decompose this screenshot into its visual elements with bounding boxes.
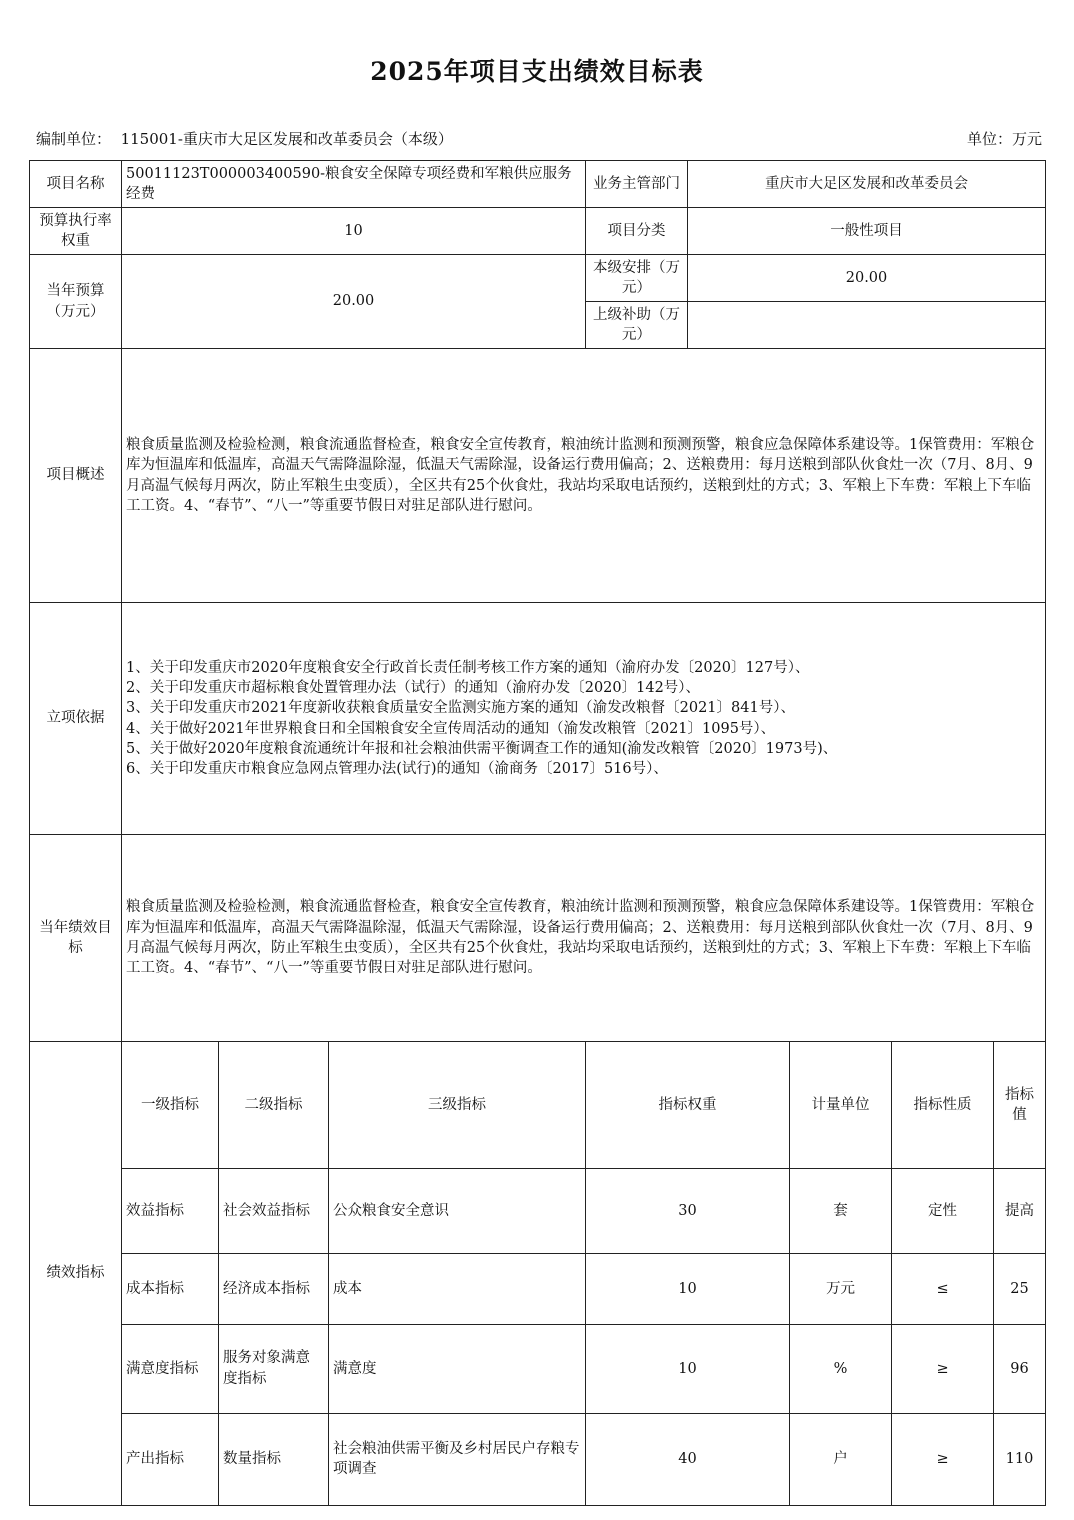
nature-cell: ≥ [892, 1324, 994, 1413]
weight-cell: 40 [586, 1413, 790, 1505]
overview-label: 项目概述 [30, 349, 122, 603]
weight-label: 预算执行率权重 [30, 208, 122, 255]
header-cell: 三级指标 [329, 1042, 586, 1169]
basis-text [122, 603, 1046, 835]
level3-cell: 公众粮食安全意识 [329, 1168, 586, 1253]
basis-label: 立项依据 [30, 603, 122, 835]
goal-text: 粮食质量监测及检验检测，粮食流通监督检查，粮食安全宣传教育，粮油统计监测和预测预警，粮食应急保障体系建设等。1保管费用：军粮仓库为恒温库和低温库，高温天气需降温除湿，低温天气需除湿，设备运行费用偏高；2、送粮费用：每月送粮到部队伙食灶一次（7月、8月、9月高温气候每月两次，防止军粮生虫变质），全区共有25个伙食灶，我站均采取电话预约，送粮到灶的方式；3、军粮上下车费：军粮上下车临工工资。4、“春节”、“八一”等重要节假日对驻足部队进行慰问。 [122, 835, 1046, 1042]
dept-value: 重庆市大足区发展和改革委员会 [688, 161, 1046, 208]
level1-cell: 成本指标 [122, 1253, 219, 1324]
nature-cell: ≤ [892, 1253, 994, 1324]
unit-cell: % [790, 1324, 892, 1413]
header-cell: 一级指标 [122, 1042, 219, 1169]
weight-value: 10 [122, 208, 586, 255]
level2-cell: 服务对象满意度指标 [219, 1324, 329, 1413]
compiling-unit-label: 编制单位： [36, 130, 112, 148]
project-name-label: 项目名称 [30, 161, 122, 208]
category-value: 一般性项目 [688, 208, 1046, 255]
level3-cell: 满意度 [329, 1324, 586, 1413]
currency-unit: 单位：万元 [966, 130, 1042, 148]
project-name: 50011123T000003400590-粮食安全保障专项经费和军粮供应服务经费 [122, 161, 586, 208]
weight-cell: 10 [586, 1253, 790, 1324]
budget-value: 20.00 [122, 255, 586, 349]
weight-cell: 30 [586, 1168, 790, 1253]
value-cell: 提高 [994, 1168, 1046, 1253]
table-row [30, 1168, 1046, 1253]
upper-value [688, 302, 1046, 349]
table-row [30, 1413, 1046, 1505]
nature-cell: 定性 [892, 1168, 994, 1253]
dept-label: 业务主管部门 [586, 161, 688, 208]
level1-cell: 产出指标 [122, 1413, 219, 1505]
header-cell: 指标性质 [892, 1042, 994, 1169]
header-cell: 指标权重 [586, 1042, 790, 1169]
value-cell: 96 [994, 1324, 1046, 1413]
header-cell: 二级指标 [219, 1042, 329, 1169]
local-label: 本级安排（万元） [586, 255, 688, 302]
header-cell: 计量单位 [790, 1042, 892, 1169]
page-title: 2025年项目支出绩效目标表 [370, 57, 704, 86]
category-label: 项目分类 [586, 208, 688, 255]
level1-cell: 效益指标 [122, 1168, 219, 1253]
basis-line: 1、关于印发重庆市2020年度粮食安全行政首长责任制考核工作方案的通知（渝府办发〔2020〕127号）、 [126, 659, 810, 676]
header-cell: 指标值 [994, 1042, 1046, 1169]
level1-cell: 满意度指标 [122, 1324, 219, 1413]
unit-cell: 户 [790, 1413, 892, 1505]
weight-cell: 10 [586, 1324, 790, 1413]
basis-line: 5、关于做好2020年度粮食流通统计年报和社会粮油供需平衡调查工作的通知(渝发改粮管〔2020〕1973号)、 [126, 740, 838, 757]
unit-cell: 套 [790, 1168, 892, 1253]
basis-line: 3、关于印发重庆市2021年度新收获粮食质量安全监测实施方案的通知（渝发改粮督〔2021〕841号）、 [126, 700, 795, 717]
level2-cell: 社会效益指标 [219, 1168, 329, 1253]
unit-cell: 万元 [790, 1253, 892, 1324]
level3-cell: 社会粮油供需平衡及乡村居民户存粮专项调查 [329, 1413, 586, 1505]
performance-table [29, 160, 1046, 1506]
budget-label: 当年预算（万元） [30, 255, 122, 349]
goal-label: 当年绩效目标 [30, 835, 122, 1042]
compiling-unit [36, 128, 453, 149]
basis-line: 6、关于印发重庆市粮食应急网点管理办法(试行)的通知（渝商务〔2017〕516号）、 [126, 761, 668, 778]
indicators-label: 绩效指标 [30, 1042, 122, 1506]
table-row [30, 1324, 1046, 1413]
basis-line: 4、关于做好2021年世界粮食日和全国粮食安全宣传周活动的通知（渝发改粮管〔2021〕1095号）、 [126, 720, 776, 737]
level2-cell: 经济成本指标 [219, 1253, 329, 1324]
upper-label: 上级补助（万元） [586, 302, 688, 349]
value-cell: 25 [994, 1253, 1046, 1324]
compiling-unit-value: 115001-重庆市大足区发展和改革委员会（本级） [120, 130, 453, 148]
level2-cell: 数量指标 [219, 1413, 329, 1505]
table-row [30, 1253, 1046, 1324]
local-value: 20.00 [688, 255, 1046, 302]
value-cell: 110 [994, 1413, 1046, 1505]
basis-line: 2、关于印发重庆市超标粮食处置管理办法（试行）的通知（渝府办发〔2020〕142号）、 [126, 679, 701, 696]
overview-text: 粮食质量监测及检验检测，粮食流通监督检查，粮食安全宣传教育，粮油统计监测和预测预警，粮食应急保障体系建设等。1保管费用：军粮仓库为恒温库和低温库，高温天气需降温除湿，低温天气需除湿，设备运行费用偏高；2、送粮费用：每月送粮到部队伙食灶一次（7月、8月、9月高温气候每月两次，防止军粮生虫变质），全区共有25个伙食灶，我站均采取电话预约，送粮到灶的方式；3、军粮上下车费：军粮上下车临工工资。4、“春节”、“八一”等重要节假日对驻足部队进行慰问。 [122, 349, 1046, 603]
nature-cell: ≥ [892, 1413, 994, 1505]
level3-cell: 成本 [329, 1253, 586, 1324]
